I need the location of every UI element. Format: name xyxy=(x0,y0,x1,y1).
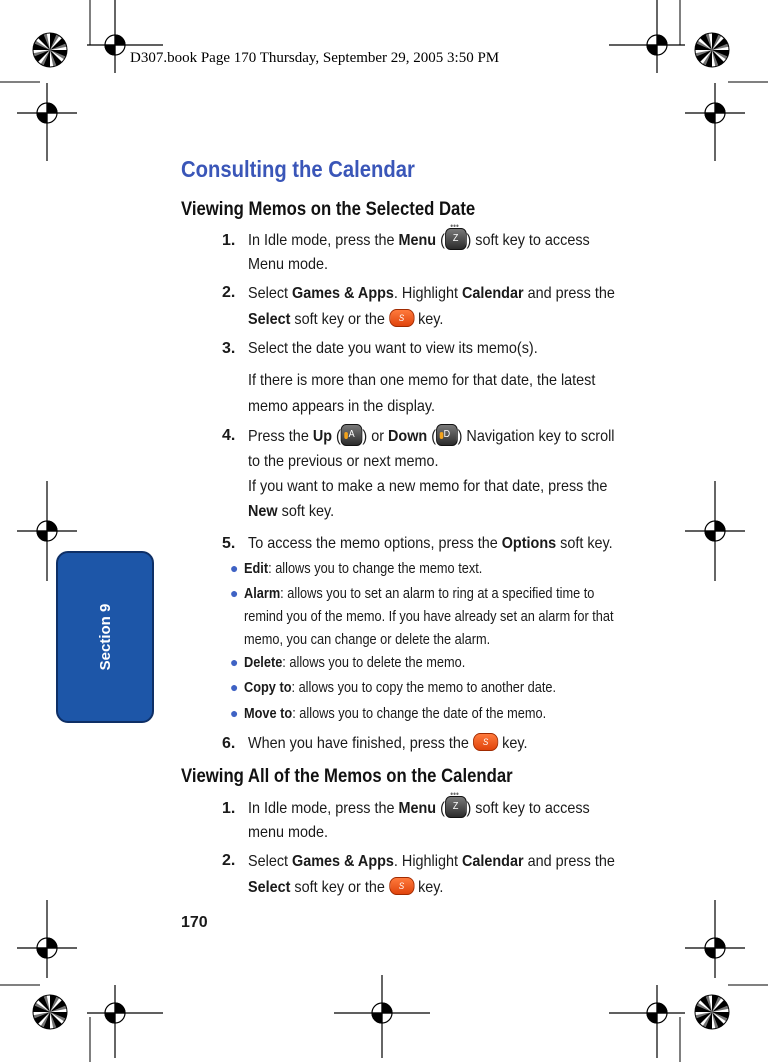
s-key-icon: S xyxy=(389,309,414,327)
s-key-icon: S xyxy=(473,733,498,751)
section-tab-label: Section 9 xyxy=(96,603,114,671)
page-title: Consulting the Calendar xyxy=(181,156,415,182)
step-text: In Idle mode, press the Menu ( ••• Z ) soft key to access Menu mode. xyxy=(248,220,590,273)
page-number: 170 xyxy=(181,914,208,931)
bullet-icon: ● xyxy=(230,560,239,576)
menu-soft-key-icon: ••• Z xyxy=(445,228,467,250)
menu-soft-key-icon: ••• Z xyxy=(445,796,467,818)
bullet-icon: ● xyxy=(230,654,239,670)
up-navigation-key-icon: A xyxy=(341,424,363,446)
s-key-icon: S xyxy=(389,877,414,895)
step-number: 2. xyxy=(222,284,236,301)
bullet-item: Copy to: allows you to copy the memo to another date. xyxy=(244,680,557,696)
step-text: Press the Up ( A ) or Down ( D ) Navigation key to scroll to the previous or next memo. xyxy=(248,424,617,474)
step-number: 1. xyxy=(222,800,236,817)
step-text: Select Games & Apps. Highlight Calendar and press the Select soft key or the S key. xyxy=(248,853,615,896)
section-heading-all-memos: Viewing All of the Memos on the Calendar xyxy=(181,766,513,787)
print-header: D307.book Page 170 Thursday, September 29, 2005 3:50 PM xyxy=(130,50,500,66)
step-text: Select Games & Apps. Highlight Calendar and press the Select soft key or the S key. xyxy=(248,285,615,328)
step-text: Select the date you want to view its memo(s). xyxy=(248,340,538,357)
step-text: When you have finished, press the S key. xyxy=(248,732,617,756)
step-text: To access the memo options, press the Options soft key. xyxy=(248,535,613,552)
bullet-item: Delete: allows you to delete the memo. xyxy=(244,655,466,671)
step-number: 5. xyxy=(222,535,236,552)
step-number: 4. xyxy=(222,427,236,444)
bullet-item: Move to: allows you to change the date of the memo. xyxy=(244,706,547,722)
down-navigation-key-icon: D xyxy=(436,424,458,446)
section-heading-selected-date: Viewing Memos on the Selected Date xyxy=(181,199,476,220)
bullet-item: Alarm: allows you to set an alarm to ring at a specified time to remind you of the memo. If you have already set an alarm for that memo, you can change or delete the alarm. xyxy=(244,586,614,648)
bullet-icon: ● xyxy=(230,585,239,601)
step-note: If you want to make a new memo for that date, press the New soft key. xyxy=(248,478,608,520)
step-number: 3. xyxy=(222,340,236,357)
step-number: 1. xyxy=(222,232,236,249)
bullet-icon: ● xyxy=(230,705,239,721)
step-text: In Idle mode, press the Menu ( ••• Z ) soft key to access menu mode. xyxy=(248,788,590,841)
bullet-icon: ● xyxy=(230,679,239,695)
step-number: 6. xyxy=(222,735,236,752)
step-number: 2. xyxy=(222,852,236,869)
step-note: If there is more than one memo for that date, the latest memo appears in the display. xyxy=(248,372,596,415)
bullet-item: Edit: allows you to change the memo text. xyxy=(244,561,483,577)
